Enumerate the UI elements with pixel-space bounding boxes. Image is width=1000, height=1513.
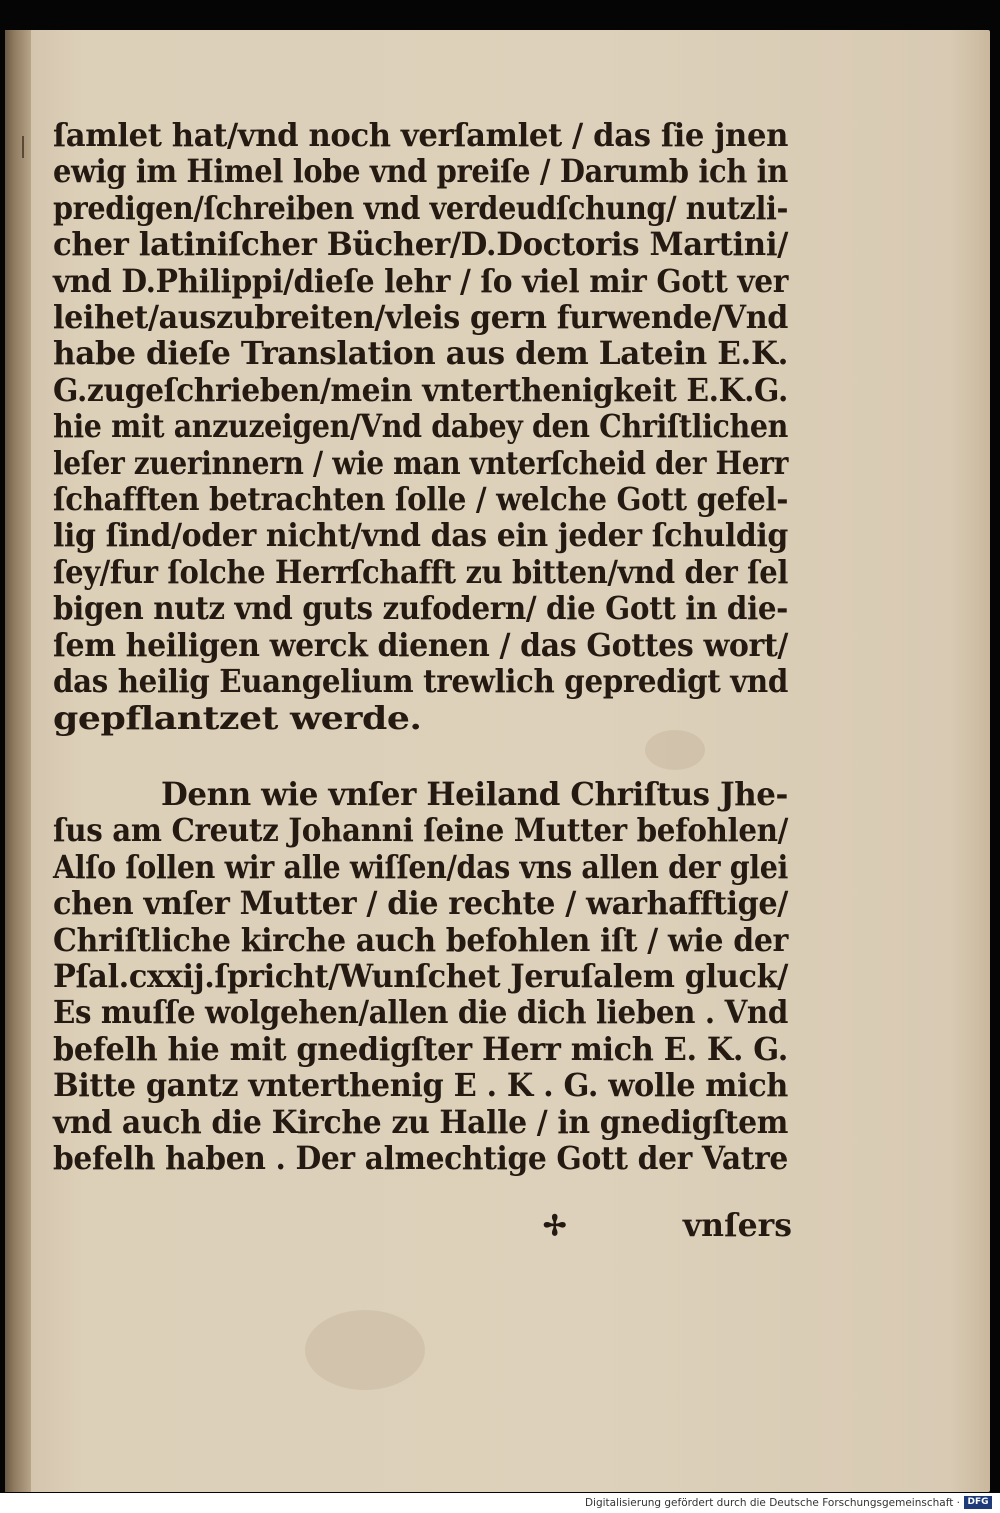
signature-line: [53, 1207, 792, 1244]
text-line: Es muſſe wolgehen/allen die dich lieben . Vnd: [53, 994, 788, 1032]
paragraph-gap: [53, 737, 788, 777]
text-line: ſamlet hat/vnd noch verſamlet / das ſie jnen: [53, 117, 788, 154]
paper-stain: [305, 1310, 425, 1390]
catchword: vnſers: [682, 1207, 792, 1244]
page-spine: [5, 30, 31, 1492]
text-line: leſer zuerinnern / wie man vnterſcheid der Herr: [53, 444, 788, 482]
text-line: lig ſind/oder nicht/vnd das ein jeder ſchuldig: [53, 517, 788, 555]
text-line: gepflantzet werde.: [53, 699, 422, 737]
text-line: Bitte gantz vnterthenig E . K . G. wolle mich: [53, 1067, 788, 1105]
text-line: predigen/ſchreiben vnd verdeudſchung/ nutzli-: [53, 189, 788, 227]
text-line: habe dieſe Translation aus dem Latein E.K.: [53, 335, 788, 373]
text-line: cher latiniſcher Bücher/D.Doctoris Martini/: [53, 226, 788, 264]
text-line: Pſal.cxxij.ſpricht/Wunſchet Jeruſalem gluck/: [53, 957, 788, 995]
text-line: befelh haben . Der almechtige Gott der Vatre: [53, 1139, 788, 1177]
cross-mark: ✢: [543, 1209, 567, 1242]
text-line: hie mit anzuzeigen/Vnd dabey den Chriſtlichen: [53, 408, 788, 446]
book-page: [5, 30, 990, 1492]
text-line: ſus am Creutz Johanni ſeine Mutter befohlen/: [53, 812, 788, 850]
spine-mark: [22, 136, 24, 158]
text-line: ſchafften betrachten ſolle / welche Gott gefel-: [53, 481, 788, 519]
main-text: [53, 118, 788, 1177]
text-line: bigen nutz vnd guts zufodern/ die Gott in die-: [53, 590, 788, 628]
text-line: Denn wie vnſer Heiland Chriſtus Jhe-: [161, 775, 788, 813]
text-line: vnd D.Philippi/dieſe lehr / ſo viel mir Gott ver: [53, 262, 788, 300]
text-line: Chriſtliche kirche auch befohlen iſt / wie der: [53, 921, 788, 959]
text-line: vnd auch die Kirche zu Halle / in gnedigſtem: [53, 1103, 788, 1141]
text-line: das heilig Euangelium trewlich gepredigt vnd: [53, 663, 788, 701]
text-line: chen vnſer Mutter / die rechte / warhafftige/: [53, 885, 788, 923]
footer-bar: [0, 1493, 1000, 1513]
text-line: leihet/auszubreiten/vleis gern furwende/Vnd: [53, 299, 788, 337]
footer-credit: Digitalisierung gefördert durch die Deutsche Forschungsgemeinschaft ·: [584, 1497, 960, 1509]
text-line: befelh hie mit gnedigſter Herr mich E. K. G.: [53, 1030, 788, 1068]
text-line: G.zugeſchrieben/mein vnterthenigkeit E.K.G.: [53, 371, 788, 409]
text-line: ſem heiligen werck dienen / das Gottes wort/: [53, 626, 788, 664]
text-line: ſey/fur ſolche Herrſchafft zu bitten/vnd der ſel: [53, 553, 788, 591]
text-line: Alſo ſollen wir alle wiſſen/das vns allen der glei: [53, 848, 788, 886]
text-line: ewig im Himel lobe vnd preiſe / Darumb ich in: [53, 153, 788, 191]
dfg-logo: DFG: [964, 1496, 992, 1509]
